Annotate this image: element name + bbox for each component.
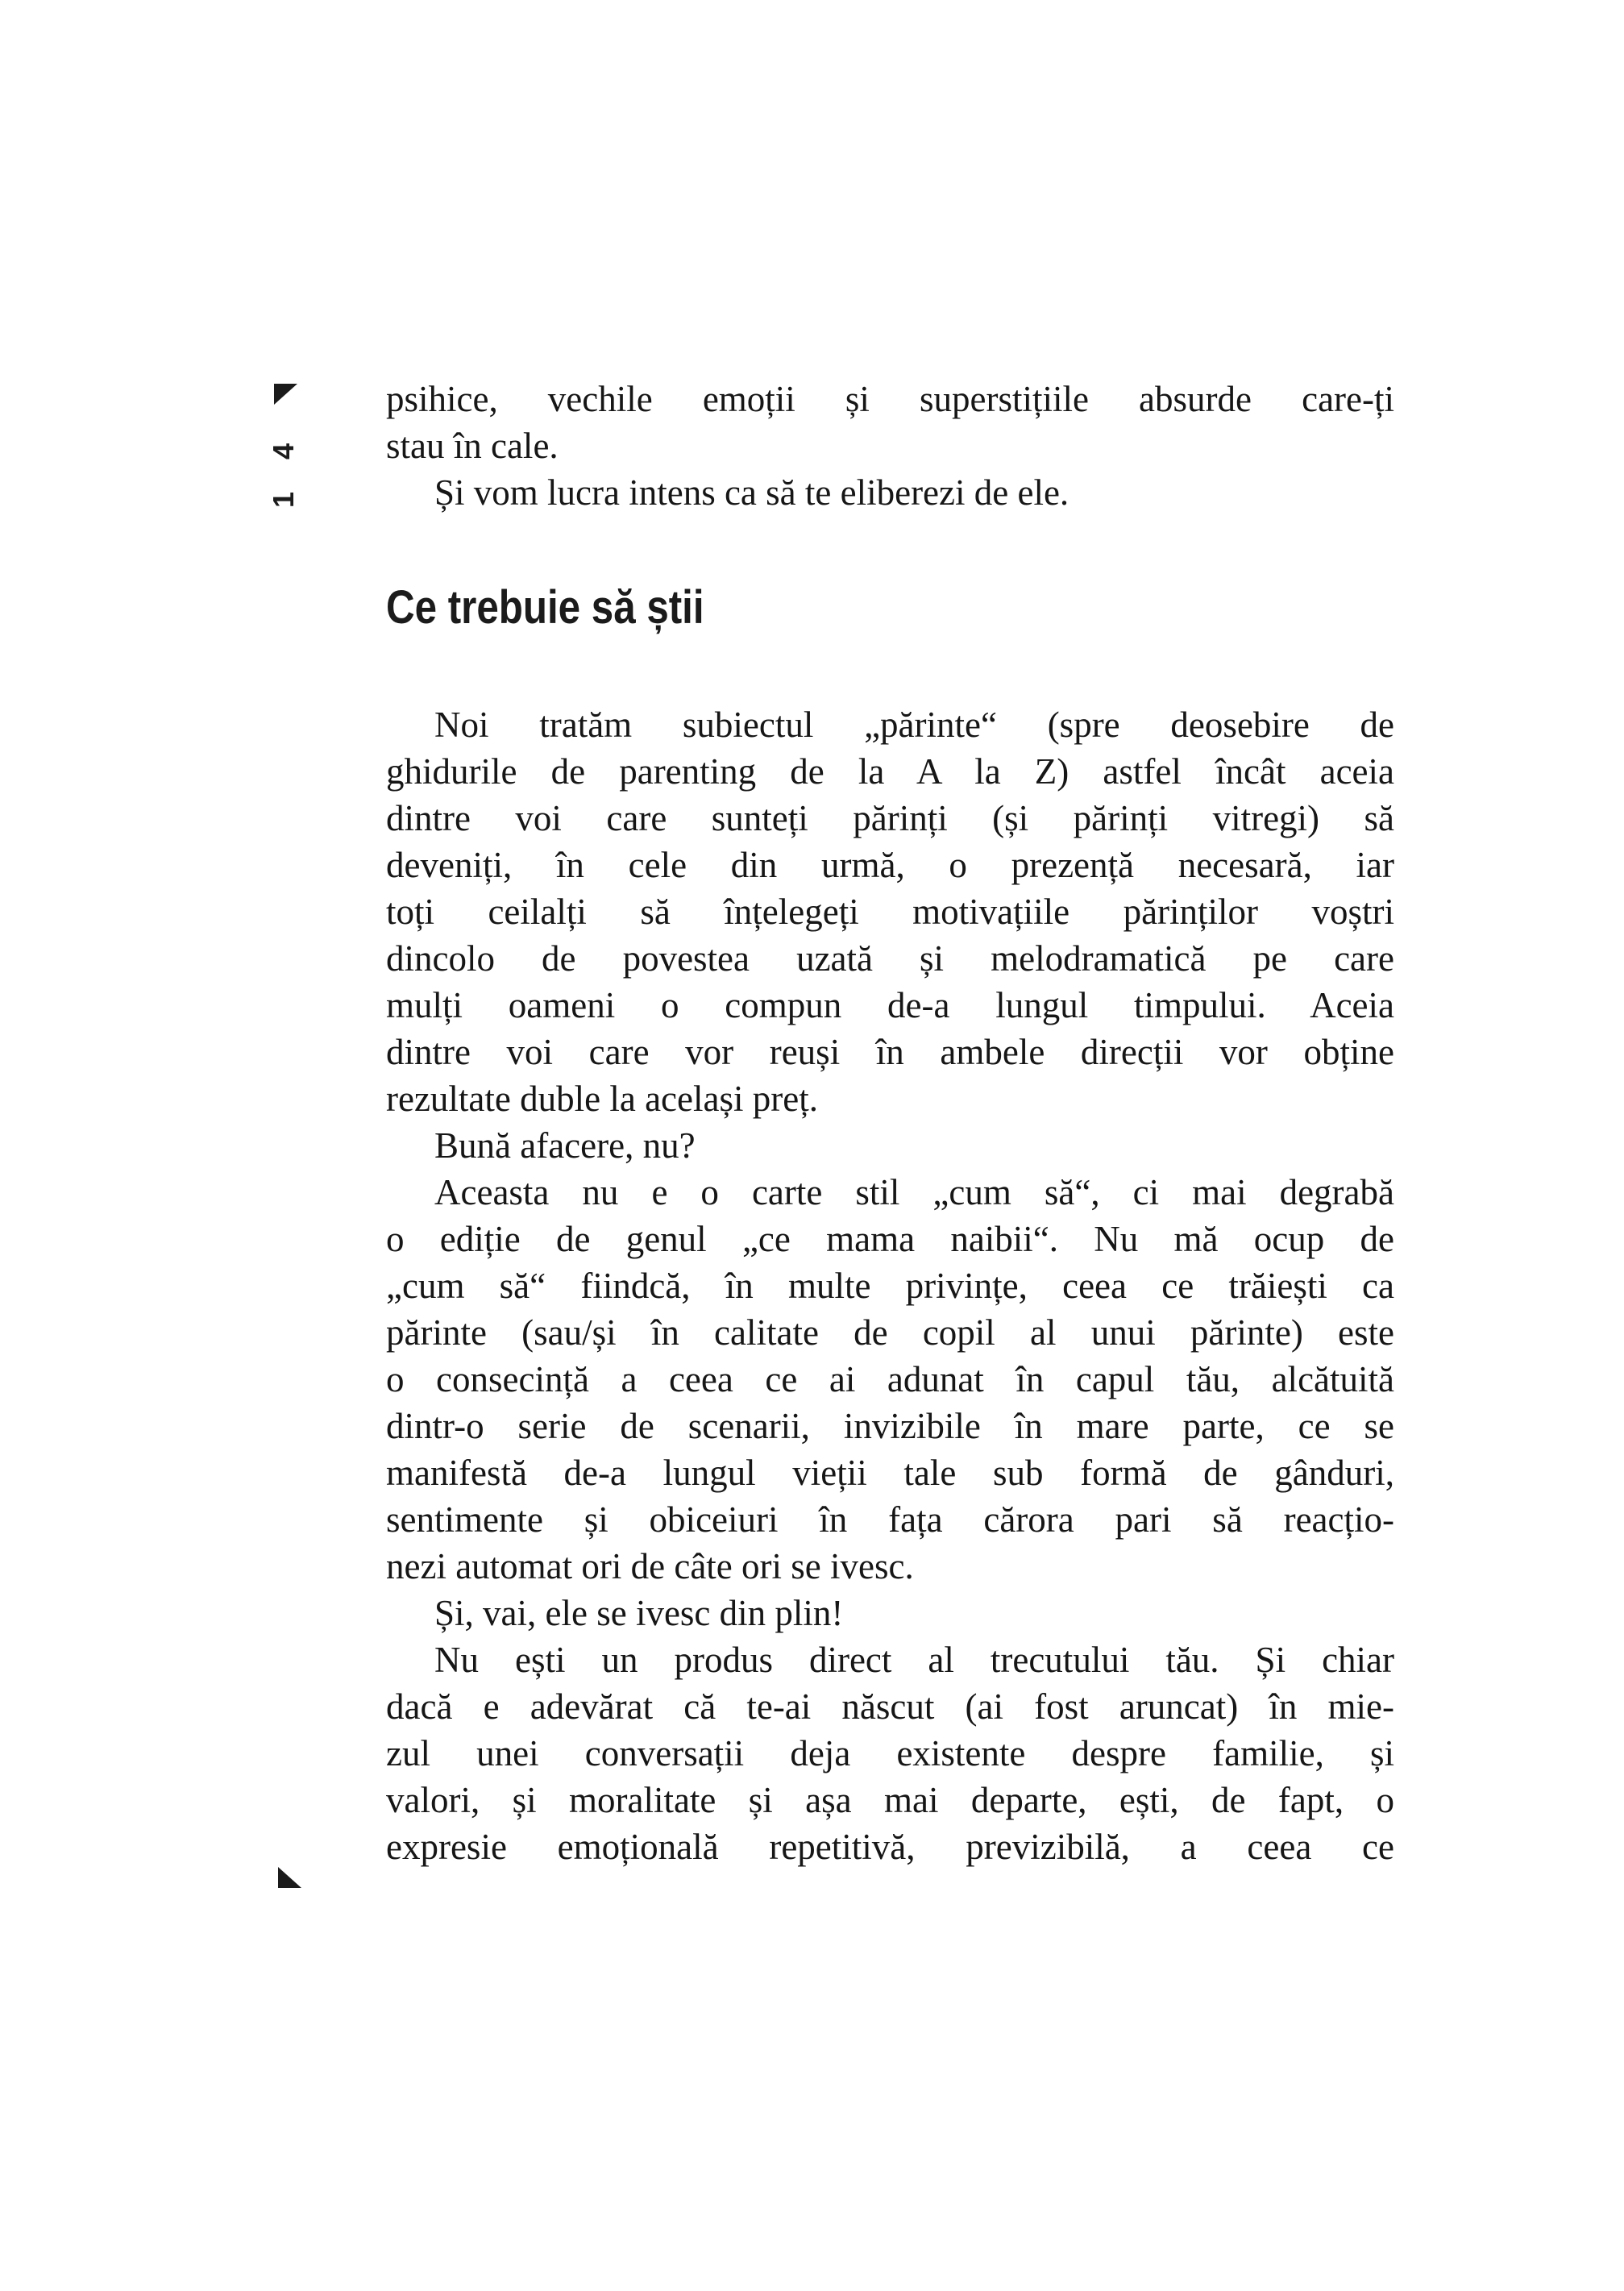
text-line: o consecință a ceea ce ai adunat în capul tău, alcătuită [386,1359,1394,1399]
page-number: 14 [267,410,300,509]
text-line: expresie emoțională repetitivă, previzibilă, a ceea ce [386,1827,1394,1867]
paragraph [386,376,1394,469]
text-line: dintre voi care sunteți părinți (și părinți vitregi) să [386,798,1394,838]
text-line: valori, și moralitate și așa mai departe, ești, de fapt, o [386,1780,1394,1820]
text-line: dintre voi care vor reuși în ambele direcții vor obține [386,1032,1394,1072]
text-line: deveniți, în cele din urmă, o prezență necesară, iar [386,845,1394,885]
text-line: Și, vai, ele se ivesc din plin! [434,1593,844,1633]
body-text [386,701,1394,1870]
paragraph [386,1590,1394,1636]
text-line: sentimente și obiceiuri în fața cărora pari să reacțio- [386,1499,1394,1540]
text-line: Noi tratăm subiectul „părinte“ (spre deosebire de [434,705,1394,745]
text-line: nezi automat ori de câte ori se ivesc. [386,1546,914,1586]
section-heading [386,582,760,634]
text-line: Bună afacere, nu? [434,1125,696,1166]
text-line: rezultate duble la același preț. [386,1079,818,1119]
text-line: zul unei conversații deja existente despre familie, și [386,1733,1394,1773]
section-heading-label: Ce trebuie să știi [386,581,704,634]
paragraph [386,701,1394,1122]
text-line: stau în cale. [386,426,559,466]
text-line: dacă e adevărat că te-ai născut (ai fost aruncat) în mie- [386,1686,1394,1727]
text-line: dintr-o serie de scenarii, invizibile în mare parte, ce se [386,1406,1394,1446]
paragraph [386,1122,1394,1169]
text-line: Și vom lucra intens ca să te eliberezi de ele. [434,472,1070,513]
bottom-margin-triangle-icon [278,1867,301,1888]
text-line: dincolo de povestea uzată și melodramatică pe care [386,938,1394,979]
text-line: mulți oameni o compun de-a lungul timpului. Aceia [386,985,1394,1025]
text-line: Nu ești un produs direct al trecutului tău. Și chiar [434,1640,1394,1680]
text-line: „cum să“ fiindcă, în multe privințe, ceea ce trăiești ca [386,1266,1394,1306]
text-line: psihice, vechile emoții și superstițiile absurde care-ți [386,379,1394,419]
text-line: părinte (sau/și în calitate de copil al unui părinte) este [386,1312,1394,1353]
text-line: Aceasta nu e o carte stil „cum să“, ci mai degrabă [434,1172,1394,1212]
text-line: ghidurile de parenting de la A la Z) astfel încât aceia [386,751,1394,792]
paragraph [386,469,1394,516]
paragraph [386,1169,1394,1590]
intro-text [386,376,1394,516]
text-line: toți ceilalți să înțelegeți motivațiile părinților voștri [386,892,1394,932]
text-line: manifestă de-a lungul vieții tale sub formă de gânduri, [386,1453,1394,1493]
paragraph [386,1636,1394,1870]
text-line: o ediție de genul „ce mama naibii“. Nu mă ocup de [386,1219,1394,1259]
